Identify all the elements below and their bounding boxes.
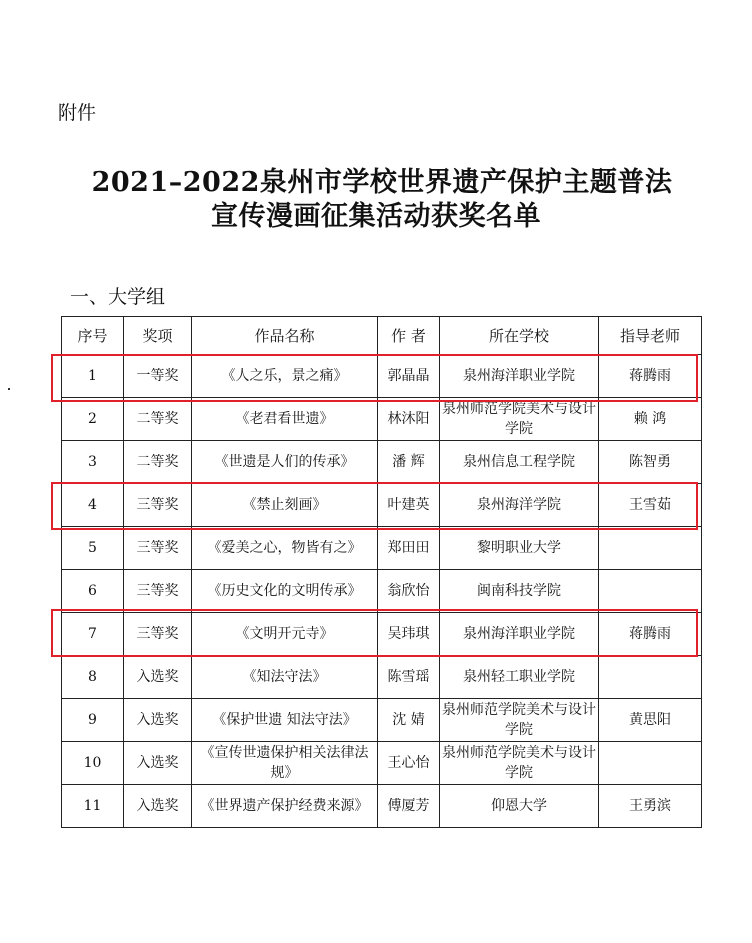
cell-no: 4 — [62, 484, 124, 527]
cell-teacher: 陈智勇 — [599, 441, 702, 484]
cell-no: 11 — [62, 785, 124, 828]
cell-author: 王心怡 — [378, 742, 440, 785]
cell-author: 潘 辉 — [378, 441, 440, 484]
cell-teacher: 王勇滨 — [599, 785, 702, 828]
cell-school: 闽南科技学院 — [440, 570, 599, 613]
cell-author: 林沐阳 — [378, 398, 440, 441]
cell-no: 10 — [62, 742, 124, 785]
cell-award: 一等奖 — [124, 355, 192, 398]
document-title-line-1: 2021–2022泉州市学校世界遗产保护主题普法 — [91, 167, 673, 198]
cell-no: 7 — [62, 613, 124, 656]
document-title-line-2: 宣传漫画征集活动获奖名单 — [211, 201, 541, 232]
cell-award: 三等奖 — [124, 527, 192, 570]
cell-award: 三等奖 — [124, 484, 192, 527]
cell-work: 《知法守法》 — [192, 656, 378, 699]
cell-award: 三等奖 — [124, 570, 192, 613]
cell-work: 《老君看世遗》 — [192, 398, 378, 441]
header-author: 作 者 — [378, 317, 440, 355]
table-row — [62, 398, 702, 441]
table-row — [62, 699, 702, 742]
cell-school: 泉州海洋学院 — [440, 484, 599, 527]
cell-award: 入选奖 — [124, 699, 192, 742]
cell-teacher — [599, 656, 702, 699]
cell-work: 《历史文化的文明传承》 — [192, 570, 378, 613]
cell-award: 入选奖 — [124, 742, 192, 785]
cell-school: 泉州信息工程学院 — [440, 441, 599, 484]
cell-award: 入选奖 — [124, 785, 192, 828]
scan-speck — [8, 388, 10, 390]
cell-author: 叶建英 — [378, 484, 440, 527]
cell-award: 三等奖 — [124, 613, 192, 656]
cell-no: 6 — [62, 570, 124, 613]
cell-school: 泉州师范学院美术与设计学院 — [440, 398, 599, 441]
cell-author: 吴玮琪 — [378, 613, 440, 656]
table-header-row — [62, 317, 702, 355]
cell-work: 《保护世遗 知法守法》 — [192, 699, 378, 742]
highlight-box-row-1 — [51, 354, 698, 402]
cell-teacher — [599, 742, 702, 785]
header-school: 所在学校 — [440, 317, 599, 355]
cell-school: 仰恩大学 — [440, 785, 599, 828]
highlight-box-row-7 — [51, 609, 698, 657]
attachment-label: 附件 — [58, 102, 97, 124]
cell-author: 沈 婧 — [378, 699, 440, 742]
cell-teacher: 赖 鸿 — [599, 398, 702, 441]
cell-award: 二等奖 — [124, 441, 192, 484]
table-row — [62, 785, 702, 828]
table-row — [62, 527, 702, 570]
cell-no: 1 — [62, 355, 124, 398]
cell-work: 《宣传世遗保护相关法律法规》 — [192, 742, 378, 785]
cell-author: 郭晶晶 — [378, 355, 440, 398]
header-no: 序号 — [62, 317, 124, 355]
cell-teacher — [599, 527, 702, 570]
cell-teacher: 王雪茹 — [599, 484, 702, 527]
table-row — [62, 656, 702, 699]
section-title: 一、大学组 — [70, 286, 166, 308]
table-row — [62, 441, 702, 484]
cell-author: 陈雪瑶 — [378, 656, 440, 699]
table-row — [62, 742, 702, 785]
cell-no: 2 — [62, 398, 124, 441]
cell-author: 郑田田 — [378, 527, 440, 570]
cell-school: 黎明职业大学 — [440, 527, 599, 570]
cell-no: 9 — [62, 699, 124, 742]
cell-school: 泉州海洋职业学院 — [440, 613, 599, 656]
cell-teacher — [599, 570, 702, 613]
header-award: 奖项 — [124, 317, 192, 355]
cell-school: 泉州师范学院美术与设计学院 — [440, 742, 599, 785]
highlight-box-row-4 — [51, 482, 698, 530]
cell-school: 泉州师范学院美术与设计学院 — [440, 699, 599, 742]
cell-no: 5 — [62, 527, 124, 570]
table-row — [62, 570, 702, 613]
cell-award: 二等奖 — [124, 398, 192, 441]
cell-author: 傅厦芳 — [378, 785, 440, 828]
cell-no: 8 — [62, 656, 124, 699]
cell-award: 入选奖 — [124, 656, 192, 699]
cell-school: 泉州轻工职业学院 — [440, 656, 599, 699]
cell-work: 《禁止刻画》 — [192, 484, 378, 527]
cell-teacher: 蒋腾雨 — [599, 355, 702, 398]
cell-work: 《爱美之心，物皆有之》 — [192, 527, 378, 570]
cell-teacher: 蒋腾雨 — [599, 613, 702, 656]
cell-teacher: 黄思阳 — [599, 699, 702, 742]
cell-school: 泉州海洋职业学院 — [440, 355, 599, 398]
header-work: 作品名称 — [192, 317, 378, 355]
cell-author: 翁欣怡 — [378, 570, 440, 613]
header-teacher: 指导老师 — [599, 317, 702, 355]
cell-work: 《世界遗产保护经费来源》 — [192, 785, 378, 828]
cell-no: 3 — [62, 441, 124, 484]
cell-work: 《世遗是人们的传承》 — [192, 441, 378, 484]
cell-work: 《文明开元寺》 — [192, 613, 378, 656]
cell-work: 《人之乐，景之痛》 — [192, 355, 378, 398]
